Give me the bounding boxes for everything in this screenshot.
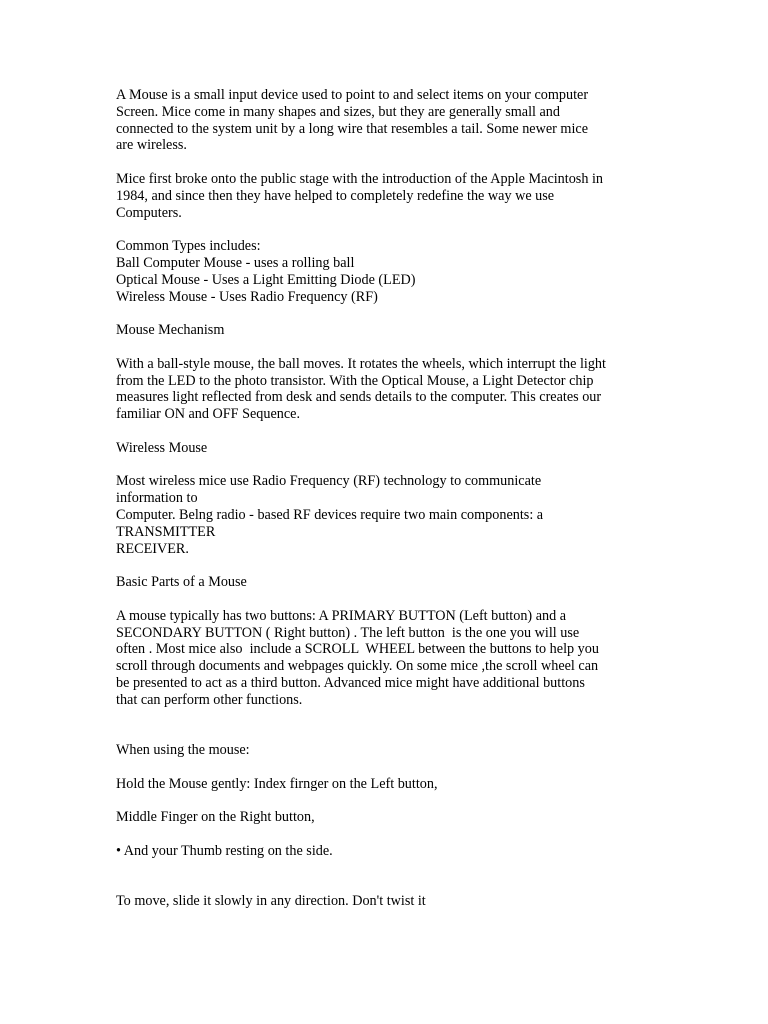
text-line: To move, slide it slowly in any direction. Don't twist it: [116, 893, 426, 910]
blank-line: [116, 221, 661, 238]
blank-line: [116, 860, 661, 877]
text-line: Common Types includes:: [116, 238, 261, 255]
text-line: Computer. Belng radio - based RF devices require two main components: a: [116, 506, 544, 523]
text-line: from the LED to the photo transistor. With the Optical Mouse, a Light Detector chip: [116, 372, 594, 389]
text-line: • And your Thumb resting on the side.: [116, 842, 333, 859]
blank-line: [116, 591, 661, 608]
blank-line: [116, 759, 661, 776]
blank-line: [116, 725, 661, 742]
blank-line: [116, 792, 661, 809]
blank-line: [116, 708, 661, 725]
text-line: With a ball-style mouse, the ball moves. It rotates the wheels, which interrupt the light: [116, 355, 606, 372]
blank-line: [116, 457, 661, 474]
text-line: A mouse typically has two buttons: A PRIMARY BUTTON (Left button) and a: [116, 607, 567, 624]
text-line: are wireless.: [116, 137, 187, 154]
text-line: Middle Finger on the Right button,: [116, 809, 315, 826]
text-line: Wireless Mouse: [116, 439, 208, 456]
text-line: Mouse Mechanism: [116, 322, 225, 339]
text-line: RECEIVER.: [116, 540, 189, 557]
blank-line: [116, 305, 661, 322]
document-body: [116, 87, 661, 910]
text-line: that can perform other functions.: [116, 691, 303, 708]
blank-line: [116, 423, 661, 440]
text-line: connected to the system unit by a long wire that resembles a tail. Some newer mice: [116, 120, 588, 137]
text-line: Hold the Mouse gently: Index firnger on the Left button,: [116, 775, 438, 792]
text-line: TRANSMITTER: [116, 523, 216, 540]
text-line: A Mouse is a small input device used to point to and select items on your computer: [116, 87, 589, 103]
text-line: Most wireless mice use Radio Frequency (RF) technology to communicate: [116, 473, 542, 490]
text-line: 1984, and since then they have helped to completely redefine the way we use: [116, 187, 555, 204]
text-line: Wireless Mouse - Uses Radio Frequency (RF): [116, 288, 378, 305]
text-line: be presented to act as a third button. Advanced mice might have additional buttons: [116, 674, 585, 691]
text-line: Basic Parts of a Mouse: [116, 574, 247, 591]
text-line: SECONDARY BUTTON ( Right button) . The left button is the one you will use: [116, 624, 580, 641]
text-line: measures light reflected from desk and sends details to the computer. This creates our: [116, 389, 602, 406]
text-line: When using the mouse:: [116, 742, 250, 759]
text-line: Screen. Mice come in many shapes and sizes, but they are generally small and: [116, 103, 560, 120]
text-line: information to: [116, 490, 198, 507]
text-line: Mice first broke onto the public stage with the introduction of the Apple Macintosh in: [116, 170, 604, 187]
blank-line: [116, 826, 661, 843]
blank-line: [116, 557, 661, 574]
blank-line: [116, 876, 661, 893]
text-line: Optical Mouse - Uses a Light Emitting Diode (LED): [116, 271, 416, 288]
text-line: scroll through documents and webpages quickly. On some mice ,the scroll wheel can: [116, 658, 599, 675]
text-line: often . Most mice also include a SCROLL WHEEL between the buttons to help you: [116, 641, 599, 658]
text-line: Ball Computer Mouse - uses a rolling ball: [116, 254, 355, 271]
blank-line: [116, 154, 661, 171]
blank-line: [116, 339, 661, 356]
text-line: familiar ON and OFF Sequence.: [116, 406, 301, 423]
text-line: Computers.: [116, 204, 182, 221]
